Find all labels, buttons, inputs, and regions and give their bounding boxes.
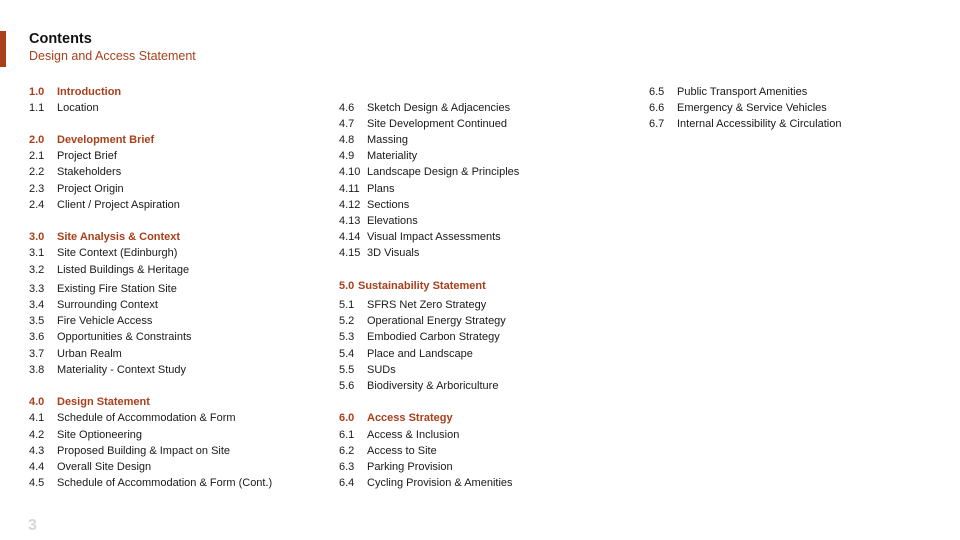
toc-number: 2.2 (29, 166, 45, 178)
toc-entry (339, 134, 408, 147)
toc-label: Emergency & Service Vehicles (677, 102, 827, 114)
toc-label: Place and Landscape (367, 348, 473, 360)
toc-label: Site Analysis & Context (57, 231, 181, 243)
toc-entry (339, 183, 395, 196)
toc-number: 3.4 (29, 299, 45, 311)
toc-section-heading (339, 280, 486, 293)
toc-entry (339, 215, 418, 228)
toc-label: Location (57, 102, 99, 114)
toc-entry (29, 264, 189, 277)
toc-number: 6.2 (339, 445, 355, 457)
toc-entry (339, 380, 498, 393)
toc-section-heading (29, 134, 154, 147)
toc-number: 2.0 (29, 134, 45, 146)
toc-number: 5.2 (339, 315, 355, 327)
toc-number: 4.4 (29, 461, 45, 473)
toc-entry (649, 86, 807, 99)
toc-number: 5.4 (339, 348, 355, 360)
toc-number: 4.11 (339, 183, 360, 195)
toc-entry (29, 429, 142, 442)
toc-entry (339, 118, 507, 131)
accent-bar (0, 31, 6, 67)
toc-label: Fire Vehicle Access (57, 315, 153, 327)
toc-label: Opportunities & Constraints (57, 331, 192, 343)
toc-label: Introduction (57, 86, 122, 98)
toc-label: Client / Project Aspiration (57, 199, 180, 211)
toc-number: 1.1 (29, 102, 45, 114)
toc-number: 6.1 (339, 429, 355, 441)
toc-label: Development Brief (57, 134, 155, 146)
toc-entry (339, 445, 437, 458)
toc-number: 4.1 (29, 412, 45, 424)
toc-number: 3.7 (29, 348, 45, 360)
toc-label: SFRS Net Zero Strategy (367, 299, 487, 311)
toc-number: 5.3 (339, 331, 355, 343)
toc-number: 4.6 (339, 102, 355, 114)
page-number: 3 (28, 517, 37, 534)
toc-entry (649, 102, 827, 115)
toc-entry (649, 118, 841, 131)
toc-number: 3.2 (29, 264, 45, 276)
toc-label: Operational Energy Strategy (367, 315, 506, 327)
toc-label: Stakeholders (57, 166, 122, 178)
toc-label: Embodied Carbon Strategy (367, 331, 500, 343)
toc-entry (339, 102, 510, 115)
toc-number: 4.8 (339, 134, 355, 146)
toc-number: 6.5 (649, 86, 665, 98)
toc-entry (29, 364, 186, 377)
toc-section-heading (29, 231, 180, 244)
toc-label: Project Brief (57, 150, 117, 162)
toc-entry (339, 461, 453, 474)
toc-label: Access Strategy (367, 412, 453, 424)
toc-label: Overall Site Design (57, 461, 152, 473)
toc-label: Site Optioneering (57, 429, 142, 441)
toc-entry (29, 166, 121, 179)
toc-section-heading (29, 396, 150, 409)
toc-number: 4.5 (29, 477, 45, 489)
toc-entry (339, 247, 419, 260)
page-subtitle: Design and Access Statement (29, 49, 196, 63)
toc-entry (339, 477, 513, 490)
toc-label: Sustainability Statement (358, 280, 486, 292)
toc-number: 4.9 (339, 150, 355, 162)
toc-number: 5.6 (339, 380, 355, 392)
toc-label: Sections (367, 199, 410, 211)
page-title: Contents (29, 31, 92, 47)
toc-entry (339, 166, 519, 179)
toc-label: Site Context (Edinburgh) (57, 247, 178, 259)
toc-number: 1.0 (29, 86, 45, 98)
toc-entry (339, 348, 473, 361)
toc-label: Proposed Building & Impact on Site (57, 445, 231, 457)
toc-number: 4.2 (29, 429, 45, 441)
toc-number: 3.1 (29, 247, 45, 259)
toc-label: Cycling Provision & Amenities (367, 477, 513, 489)
toc-label: Plans (367, 183, 395, 195)
toc-entry (29, 283, 177, 296)
toc-label: Schedule of Accommodation & Form (57, 412, 236, 424)
toc-number: 3.5 (29, 315, 45, 327)
toc-entry (339, 150, 417, 163)
toc-section-heading (29, 86, 121, 99)
toc-entry (339, 331, 500, 344)
toc-number: 3.8 (29, 364, 45, 376)
toc-label: Project Origin (57, 183, 124, 195)
toc-label: Public Transport Amenities (677, 86, 808, 98)
toc-number: 6.7 (649, 118, 665, 130)
toc-entry (29, 331, 192, 344)
toc-number: 4.7 (339, 118, 355, 130)
toc-entry (29, 477, 272, 490)
toc-entry (29, 348, 122, 361)
toc-label: Schedule of Accommodation & Form (Cont.) (57, 477, 273, 489)
toc-number: 3.0 (29, 231, 45, 243)
toc-number: 4.0 (29, 396, 45, 408)
toc-label: Access to Site (367, 445, 437, 457)
toc-number: 5.0 (339, 280, 355, 292)
toc-number: 6.3 (339, 461, 355, 473)
toc-label: Biodiversity & Arboriculture (367, 380, 499, 392)
toc-label: Urban Realm (57, 348, 122, 360)
toc-number: 4.12 (339, 199, 361, 211)
toc-number: 6.4 (339, 477, 355, 489)
toc-entry (29, 183, 124, 196)
toc-entry (29, 461, 151, 474)
toc-entry (29, 199, 180, 212)
toc-label: Materiality (367, 150, 418, 162)
toc-number: 2.1 (29, 150, 45, 162)
toc-number: 6.6 (649, 102, 665, 114)
toc-number: 2.4 (29, 199, 45, 211)
toc-label: Massing (367, 134, 408, 146)
toc-entry (29, 150, 117, 163)
toc-entry (29, 315, 152, 328)
toc-label: SUDs (367, 364, 396, 376)
toc-label: Access & Inclusion (367, 429, 460, 441)
toc-label: Sketch Design & Adjacencies (367, 102, 511, 114)
toc-label: Parking Provision (367, 461, 453, 473)
toc-number: 4.10 (339, 166, 361, 178)
toc-entry (29, 102, 99, 115)
toc-number: 4.3 (29, 445, 45, 457)
toc-entry (29, 412, 236, 425)
toc-number: 4.14 (339, 231, 361, 243)
toc-section-heading (339, 412, 453, 425)
toc-entry (339, 429, 459, 442)
toc-number: 2.3 (29, 183, 45, 195)
toc-entry (339, 231, 501, 244)
toc-number: 6.0 (339, 412, 355, 424)
toc-number: 5.1 (339, 299, 355, 311)
toc-entry (339, 199, 409, 212)
toc-entry (339, 364, 396, 377)
toc-label: Surrounding Context (57, 299, 158, 311)
toc-number: 4.15 (339, 247, 361, 259)
toc-label: Landscape Design & Principles (367, 166, 520, 178)
toc-label: Existing Fire Station Site (57, 283, 177, 295)
toc-entry (339, 299, 486, 312)
toc-number: 3.6 (29, 331, 45, 343)
toc-label: Visual Impact Assessments (367, 231, 501, 243)
toc-entry (29, 247, 177, 260)
toc-label: Internal Accessibility & Circulation (677, 118, 842, 130)
toc-label: Site Development Continued (367, 118, 508, 130)
toc-label: Listed Buildings & Heritage (57, 264, 190, 276)
toc-number: 3.3 (29, 283, 45, 295)
toc-entry (29, 299, 158, 312)
toc-number: 4.13 (339, 215, 361, 227)
toc-label: Design Statement (57, 396, 150, 408)
toc-entry (339, 315, 506, 328)
toc-label: Materiality - Context Study (57, 364, 186, 376)
toc-entry (29, 445, 230, 458)
toc-label: Elevations (367, 215, 418, 227)
toc-number: 5.5 (339, 364, 355, 376)
toc-label: 3D Visuals (367, 247, 420, 259)
